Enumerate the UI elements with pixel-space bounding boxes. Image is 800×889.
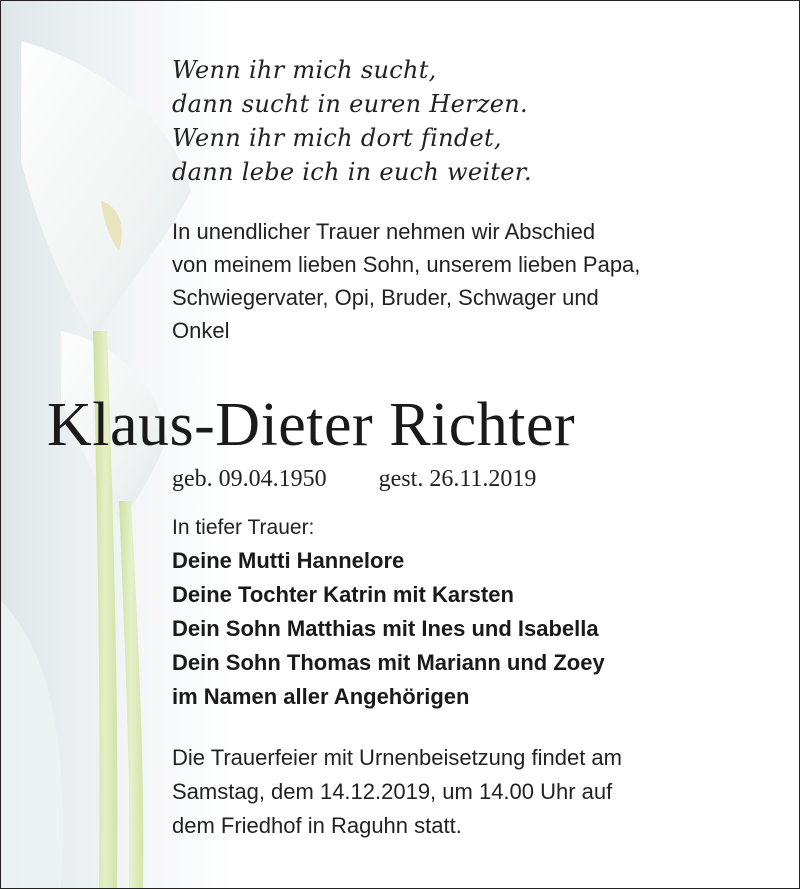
- verse-line: Wenn ihr mich dort findet,: [172, 124, 502, 152]
- intro-line: Schwiegervater, Opi, Bruder, Schwager und: [172, 285, 599, 310]
- mourner-entry: Deine Tochter Katrin mit Karsten: [172, 582, 514, 607]
- memorial-verse: [172, 53, 532, 189]
- mourners-label: In tiefer Trauer:: [172, 516, 315, 539]
- mourners-list: [172, 544, 605, 714]
- birth-date: geb. 09.04.1950: [172, 466, 327, 492]
- deceased-name: Klaus-Dieter Richter: [47, 391, 576, 459]
- life-dates: [172, 463, 536, 495]
- verse-line: Wenn ihr mich sucht,: [172, 56, 437, 84]
- verse-line: dann sucht in euren Herzen.: [172, 90, 528, 118]
- verse-line: dann lebe ich in euch weiter.: [172, 158, 532, 186]
- mourner-entry: Deine Mutti Hannelore: [172, 548, 405, 573]
- funeral-line: Die Trauerfeier mit Urnenbeisetzung findet am: [172, 745, 622, 770]
- death-date: gest. 26.11.2019: [378, 466, 537, 492]
- mourner-entry: im Namen aller Angehörigen: [172, 684, 470, 709]
- funeral-line: Samstag, dem 14.12.2019, um 14.00 Uhr auf: [172, 779, 613, 804]
- mourner-entry: Dein Sohn Thomas mit Mariann und Zoey: [172, 650, 605, 675]
- mourner-entry: Dein Sohn Matthias mit Ines und Isabella: [172, 616, 599, 641]
- intro-line: In unendlicher Trauer nehmen wir Abschied: [172, 219, 596, 244]
- farewell-intro: [172, 215, 772, 347]
- intro-line: Onkel: [172, 318, 230, 343]
- funeral-details: [172, 741, 622, 843]
- intro-line: von meinem lieben Sohn, unserem lieben Papa,: [172, 252, 641, 277]
- funeral-line: dem Friedhof in Raguhn statt.: [172, 813, 462, 838]
